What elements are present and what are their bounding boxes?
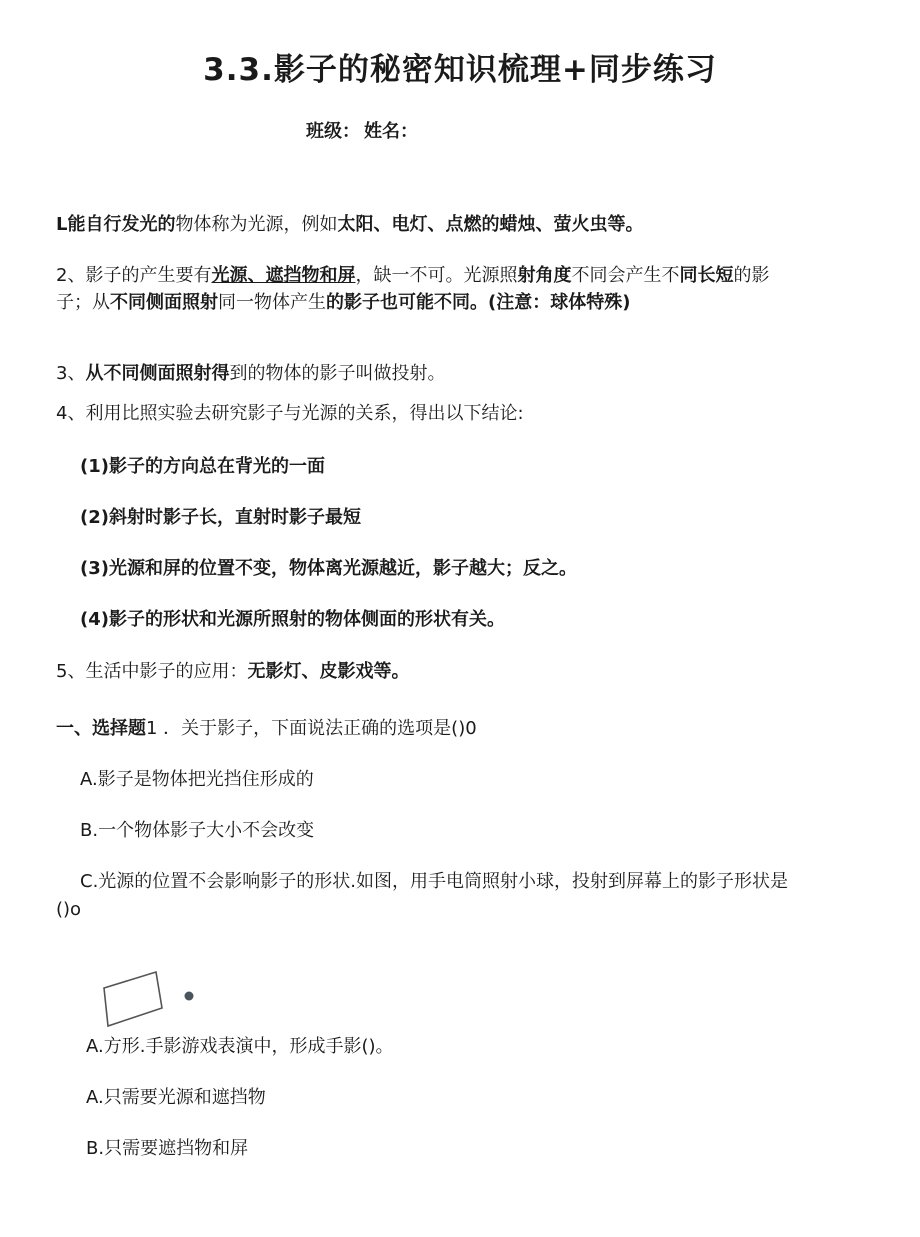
- class-name-line: [306, 117, 418, 143]
- point-1-part-a: L能自行发光的: [56, 214, 176, 235]
- point-2-line-2: [56, 290, 630, 316]
- point-4-intro: 4、利用比照实验去研究影子与光源的关系，得出以下结论:: [56, 403, 524, 424]
- point-4-item-4: (4)影子的形状和光源所照射的物体侧面的形状有关。: [80, 609, 505, 630]
- point-1: [56, 212, 643, 238]
- point-2-part-a: 2、影子的产生要有: [56, 265, 212, 286]
- point-1-part-b: 物体称为光源，例如: [175, 214, 338, 235]
- point-5-part-b: 无影灯、皮影戏等。: [247, 661, 410, 682]
- point-2-line-1: [56, 263, 769, 289]
- option-d: A.方形.手影游戏表演中，形成手影()。: [86, 1036, 394, 1057]
- option-c-line-2: ()o: [56, 899, 82, 920]
- point-3-part-b: 从不同侧面照射得: [85, 363, 230, 384]
- option-f: B.只需要遮挡物和屏: [86, 1138, 249, 1159]
- point-3-part-c: 到的物体的影子叫做投射。: [229, 363, 446, 384]
- point-4-item-3: (3)光源和屏的位置不变，物体离光源越近，影子越大；反之。: [80, 558, 577, 579]
- point-2-part-f: 同长短: [679, 265, 734, 286]
- page-title: 3.3.影子的秘密知识梳理+同步练习: [203, 52, 717, 88]
- point-4-item-1: (1)影子的方向总在背光的一面: [80, 456, 325, 477]
- question-1-stem: 1 ．关于影子，下面说法正确的选项是()0: [146, 718, 477, 739]
- flashlight-screen-ball-figure: [100, 966, 200, 1032]
- point-2-part-g: 的影: [733, 265, 770, 286]
- option-e: A.只需要光源和遮挡物: [86, 1087, 266, 1108]
- point-2-part-c: ，缺一不可。光源照: [355, 265, 518, 286]
- point-2-part-b: 光源、遮挡物和屏: [211, 265, 356, 286]
- section-heading: 一、选择题: [56, 718, 146, 739]
- point-2-part-k: 的影子也可能不同。(注意：球体特殊): [326, 292, 631, 313]
- point-2-part-i: 不同侧面照射: [110, 292, 218, 313]
- option-c-line-1: C.光源的位置不会影响影子的形状.如图，用手电筒照射小球，投射到屏幕上的影子形状是: [80, 871, 789, 892]
- point-2-part-d: 射角度: [517, 265, 572, 286]
- point-2-part-h: 子；从: [56, 292, 110, 313]
- point-5: [56, 659, 409, 685]
- class-label: 班级：: [306, 121, 360, 142]
- point-3: [56, 361, 445, 387]
- question-1: [56, 716, 477, 742]
- point-2-part-j: 同一物体产生: [218, 292, 326, 313]
- option-a: A.影子是物体把光挡住形成的: [80, 769, 314, 790]
- point-5-part-a: 5、生活中影子的应用：: [56, 661, 248, 682]
- point-3-part-a: 3、: [56, 363, 86, 384]
- name-label: 姓名：: [364, 121, 418, 142]
- point-2-part-e: 不同会产生不: [571, 265, 680, 286]
- point-1-part-c: 太阳、电灯、点燃的蜡烛、萤火虫等。: [337, 214, 644, 235]
- ball-shape: [185, 992, 194, 1001]
- option-b: B.一个物体影子大小不会改变: [80, 820, 315, 841]
- screen-shape: [104, 972, 162, 1026]
- point-4-item-2: (2)斜射时影子长，直射时影子最短: [80, 507, 361, 528]
